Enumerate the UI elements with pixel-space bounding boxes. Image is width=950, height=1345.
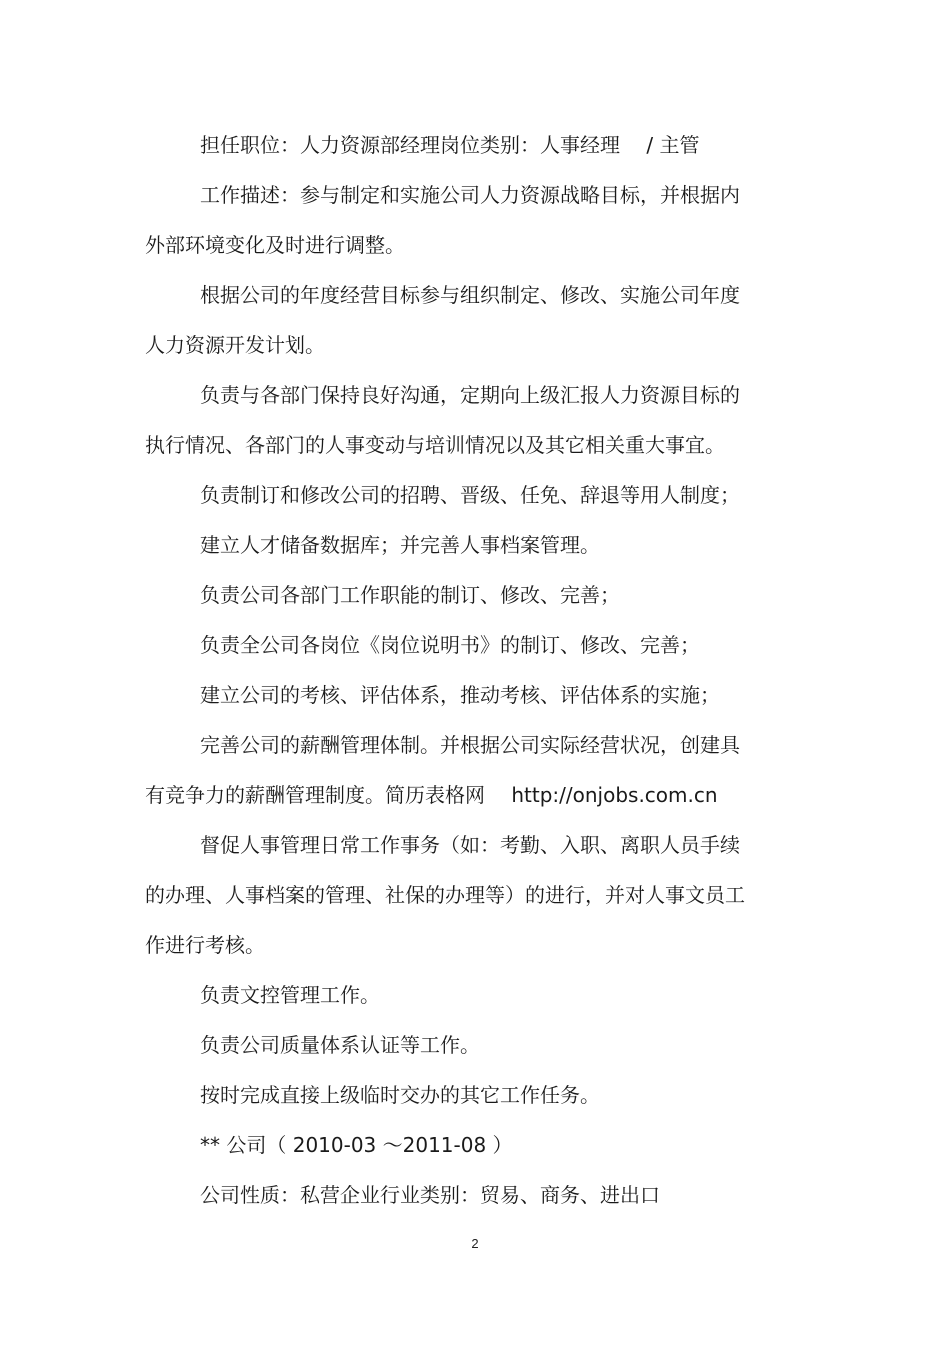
- paragraph-line: 负责与各部门保持良好沟通，定期向上级汇报人力资源目标的: [200, 383, 740, 407]
- paragraph-line: 建立公司的考核、评估体系，推动考核、评估体系的实施；: [200, 683, 720, 707]
- paragraph-line: 作进行考核。: [145, 933, 265, 957]
- paragraph-line: 工作描述：参与制定和实施公司人力资源战略目标，并根据内: [200, 183, 740, 207]
- paragraph: [145, 820, 785, 970]
- paragraph-line: 公司性质：私营企业行业类别：贸易、商务、进出口: [200, 1183, 660, 1207]
- paragraph: [145, 1120, 785, 1170]
- paragraph-line: 负责公司各部门工作职能的制订、修改、完善；: [200, 583, 620, 607]
- paragraph-line: 执行情况、各部门的人事变动与培训情况以及其它相关重大事宜。: [145, 433, 725, 457]
- paragraph: [145, 1170, 785, 1220]
- paragraph-line: 完善公司的薪酬管理体制。并根据公司实际经营状况，创建具: [200, 733, 740, 757]
- paragraph: [145, 470, 785, 520]
- paragraph-line: 建立人才储备数据库；并完善人事档案管理。: [200, 533, 600, 557]
- paragraph-line: 的办理、人事档案的管理、社保的办理等）的进行，并对人事文员工: [145, 883, 745, 907]
- paragraph: [145, 120, 785, 170]
- paragraph-line: ** 公司（ 2010-03 ～2011-08 ）: [200, 1133, 513, 1157]
- paragraph: [145, 520, 785, 570]
- paragraph-line: 负责文控管理工作。: [200, 983, 380, 1007]
- paragraph: [145, 370, 785, 470]
- paragraph-line: 负责全公司各岗位《岗位说明书》的制订、修改、完善；: [200, 633, 700, 657]
- paragraph: [145, 170, 785, 270]
- paragraph-line: 担任职位：人力资源部经理岗位类别：人事经理 / 主管: [200, 133, 700, 157]
- paragraph-line: 有竞争力的薪酬管理制度。简历表格网 http://onjobs.com.cn: [145, 783, 718, 807]
- paragraph: [145, 570, 785, 620]
- paragraph: [145, 1070, 785, 1120]
- paragraph: [145, 1020, 785, 1070]
- paragraph: [145, 670, 785, 720]
- paragraph-line: 督促人事管理日常工作事务（如：考勤、入职、离职人员手续: [200, 833, 740, 857]
- paragraph-line: 人力资源开发计划。: [145, 333, 325, 357]
- page-number: 2: [471, 1236, 479, 1251]
- paragraph-line: 负责公司质量体系认证等工作。: [200, 1033, 480, 1057]
- paragraph-line: 外部环境变化及时进行调整。: [145, 233, 405, 257]
- paragraph-line: 按时完成直接上级临时交办的其它工作任务。: [200, 1083, 600, 1107]
- paragraph: [145, 270, 785, 370]
- paragraph: [145, 970, 785, 1020]
- paragraph-line: 根据公司的年度经营目标参与组织制定、修改、实施公司年度: [200, 283, 740, 307]
- paragraph-line: 负责制订和修改公司的招聘、晋级、任免、辞退等用人制度；: [200, 483, 740, 507]
- paragraph: [145, 720, 785, 820]
- paragraph: [145, 620, 785, 670]
